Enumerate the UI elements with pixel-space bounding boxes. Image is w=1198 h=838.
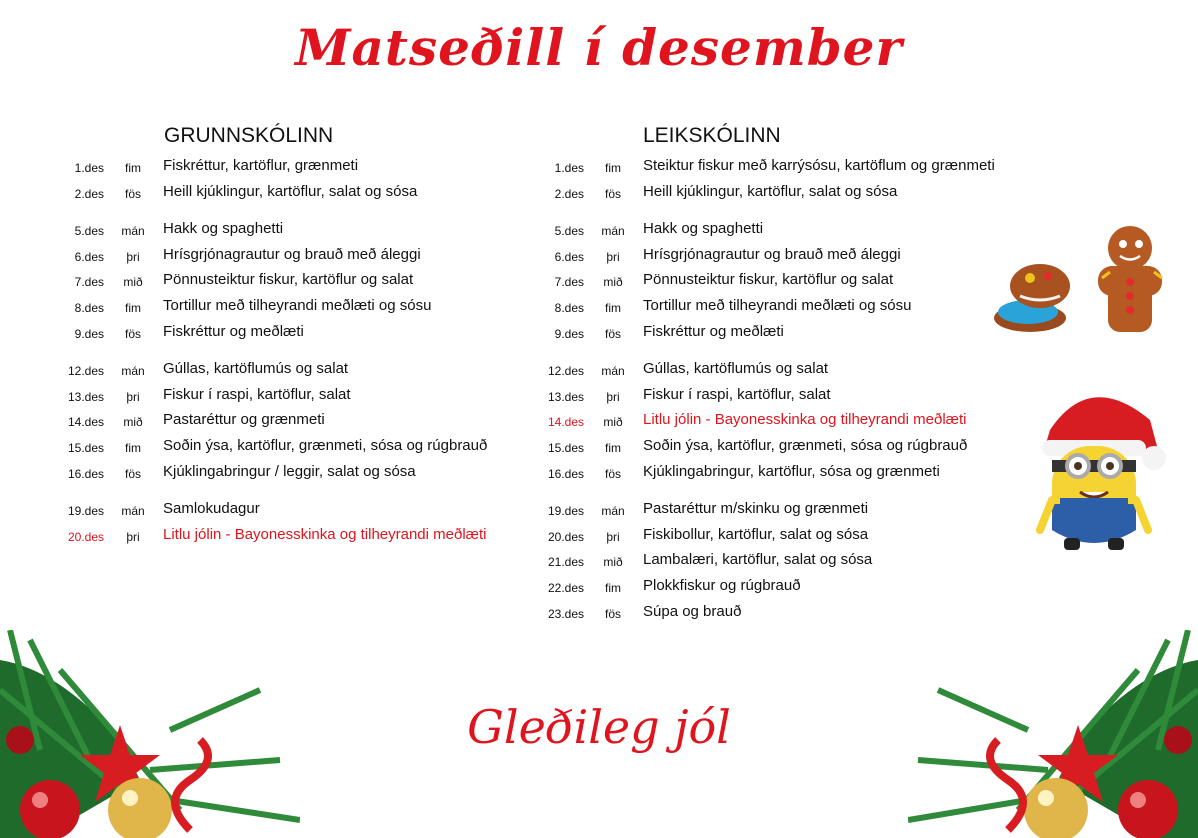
menu-day: fim [125,301,141,315]
menu-dish: Tortillur með tilheyrandi meðlæti og sósu [643,297,912,314]
grunnskolinn-heading: GRUNNSKÓLINN [164,124,334,147]
menu-day: mið [603,275,623,289]
menu-date: 16.des [67,467,104,481]
gingerbread-cookies-image [990,226,1168,338]
menu-day: mán [121,224,145,238]
menu-dish: Heill kjúklingur, kartöflur, salat og sósa [163,183,418,200]
menu-dish: Steiktur fiskur með karrýsósu, kartöflum og grænmeti [643,157,995,174]
menu-date: 6.des [554,250,584,264]
menu-day: fös [604,607,621,621]
menu-date: 20.des [547,530,584,544]
menu-day: fös [604,327,621,341]
menu-day: mið [123,415,143,429]
greeting-text: Gleðileg jól [467,700,731,754]
menu-day: þri [126,390,140,404]
menu-day: mán [601,224,625,238]
menu-date: 7.des [74,275,104,289]
menu-date: 9.des [74,327,104,341]
menu-dish: Soðin ýsa, kartöflur, grænmeti, sósa og rúgbrauð [163,437,488,454]
menu-date: 7.des [554,275,584,289]
menu-dish: Gúllas, kartöflumús og salat [643,360,829,377]
menu-day: mið [603,555,623,569]
menu-day: fös [124,187,141,201]
menu-dish: Kjúklingabringur, kartöflur, sósa og grænmeti [643,463,940,480]
menu-day: fös [604,467,621,481]
menu-date: 2.des [554,187,584,201]
menu-dish: Fiskibollur, kartöflur, salat og sósa [643,526,869,543]
menu-dish: Soðin ýsa, kartöflur, grænmeti, sósa og rúgbrauð [643,437,968,454]
menu-date: 5.des [554,224,584,238]
menu-dish: Pastaréttur m/skinku og grænmeti [643,500,869,517]
menu-day: mán [601,504,625,518]
menu-dish: Plokkfiskur og rúgbrauð [643,577,801,594]
menu-date: 14.des [67,415,104,429]
menu-date: 19.des [547,504,584,518]
menu-date: 9.des [554,327,584,341]
menu-dish: Pönnusteiktur fiskur, kartöflur og salat [163,271,414,288]
menu-date: 22.des [547,581,584,595]
menu-date: 2.des [74,187,104,201]
menu-dish: Hrísgrjónagrautur og brauð með áleggi [163,246,421,263]
menu-date: 20.des [67,530,104,544]
menu-dish: Hakk og spaghetti [163,220,284,237]
menu-dish: Fiskur í raspi, kartöflur, salat [643,386,831,403]
menu-dish: Fiskréttur, kartöflur, grænmeti [163,157,359,174]
menu-day: þri [606,530,620,544]
menu-date: 1.des [554,161,584,175]
menu-date: 12.des [547,364,584,378]
menu-dish: Samlokudagur [163,500,260,517]
menu-day: fim [125,161,141,175]
menu-day: fim [605,161,621,175]
menu-day: mán [121,504,145,518]
menu-date: 12.des [67,364,104,378]
menu-dish: Litlu jólin - Bayonesskinka og tilheyrandi meðlæti [643,411,967,428]
menu-day: mán [121,364,145,378]
menu-dish: Hrísgrjónagrautur og brauð með áleggi [643,246,901,263]
page-title: Matseðill í desember [295,18,903,77]
menu-date: 1.des [74,161,104,175]
menu-dish: Kjúklingabringur / leggir, salat og sósa [163,463,416,480]
menu-date: 14.des [547,415,584,429]
menu-date: 5.des [74,224,104,238]
menu-date: 15.des [547,441,584,455]
menu-dish: Heill kjúklingur, kartöflur, salat og sósa [643,183,898,200]
menu-day: fim [605,441,621,455]
menu-date: 16.des [547,467,584,481]
leikskolinn-heading: LEIKSKÓLINN [643,124,781,147]
menu-dish: Súpa og brauð [643,603,742,620]
menu-date: 15.des [67,441,104,455]
menu-day: mið [123,275,143,289]
menu-dish: Pönnusteiktur fiskur, kartöflur og salat [643,271,894,288]
minion-santa-hat-image [1030,380,1170,556]
menu-day: fim [125,441,141,455]
menu-date: 8.des [74,301,104,315]
menu-date: 13.des [67,390,104,404]
menu-date: 8.des [554,301,584,315]
menu-dish: Fiskréttur og meðlæti [643,323,784,340]
menu-day: fim [605,301,621,315]
menu-dish: Gúllas, kartöflumús og salat [163,360,349,377]
menu-date: 19.des [67,504,104,518]
menu-date: 21.des [547,555,584,569]
menu-dish: Pastaréttur og grænmeti [163,411,325,428]
menu-day: þri [126,250,140,264]
menu-dish: Tortillur með tilheyrandi meðlæti og sósu [163,297,432,314]
menu-day: mið [603,415,623,429]
menu-day: þri [606,250,620,264]
menu-dish: Litlu jólin - Bayonesskinka og tilheyrandi meðlæti [163,526,487,543]
menu-date: 6.des [74,250,104,264]
menu-dish: Hakk og spaghetti [643,220,764,237]
menu-day: fös [124,467,141,481]
menu-dish: Fiskréttur og meðlæti [163,323,304,340]
menu-day: fös [124,327,141,341]
menu-date: 13.des [547,390,584,404]
menu-dish: Fiskur í raspi, kartöflur, salat [163,386,351,403]
menu-day: fim [605,581,621,595]
menu-day: þri [606,390,620,404]
menu-day: mán [601,364,625,378]
menu-dish: Lambalæri, kartöflur, salat og sósa [643,551,873,568]
menu-date: 23.des [547,607,584,621]
menu-day: fös [604,187,621,201]
menu-day: þri [126,530,140,544]
